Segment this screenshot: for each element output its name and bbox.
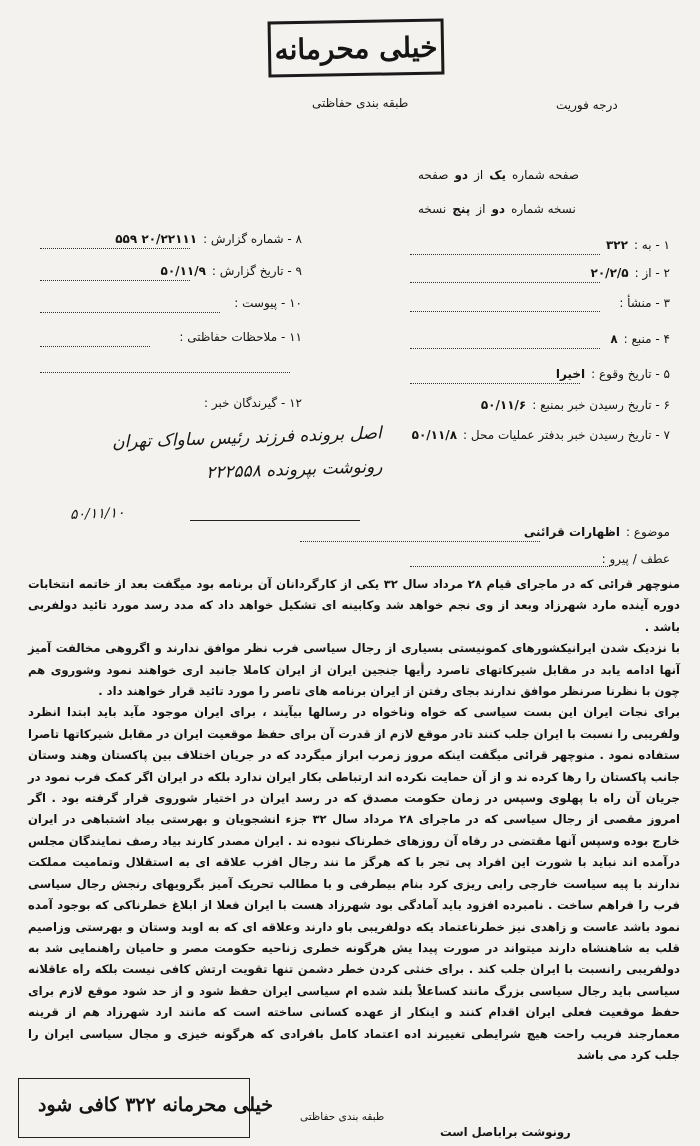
field-from: ۲ - از : ۲۰/۲/۵ bbox=[590, 266, 670, 280]
copy-value: دو bbox=[491, 202, 506, 216]
body-paragraph-3: برای نجات ایران این بست سیاسی که خواه وناخواه در رسالها بیآیند ، برای ایران موجود مآید باید ابتدا انظرد ولفریبی را نسبت با ایران جلب کنند تادر موقع لازم از قدرت آن برای حفظ موقعیت ایران در مقابل شیرکاتها تاصرا ستفاده نمود . منوچهر قرائی میگفت اینکه مروز زمرب ابراز میگردد که در جریان اختلاف بین پاکستان وهند وستان جانب پاکستان را رها کرده ند و از آن حمایت نکرده اند ارتباطی بکار ایران ندارد بلکه در ایران اگر کمک فرب نمود در جریان آن راه با پهلوی وسپس در زمان حکومت مصدق که در رسد ایران در اختیار شوروی قرار گرفته بود . اگر امروز مقصی از رجال سیاسی که در ماجرای ۲۸ مرداد سال ۳۲ جزء انشجویان و بهرستی بیاد اشتباهی در ایران خارج بوده وسپس آنها مقتضی در رفاه آن روزهای خطرناک نبوده ند . ایران مصدر کارند بیاد رصف نمایندگان مجلس درآمده اند نباید با شورت این افراد پی تجر با که هرگز ما نند رجال افزب علاقه ای به استقلال وتمامیت مملکت ندارند با پیه سیاست خارجی رابی ریزی کرد بنام بیطرفی و با مطالب تحریک آمیز بگرویهای رنجش رجال سیاسی فرب را فراهم ساخت . نامبرده افزود باید آمادگی بود شهرزاد هست با ایران فعلا از ابلاغ خطرناکی که بوجود آمده نمود باشد عاست و زاهدی نیز خطرناعتماد یکه دولفریبی باو دارند وعلاقه ای که به اوبد وستان و بهرستی وزاصیم قلب به شاهنشاه دارند میتواند در صورت پیدا یش هرگونه خطری زناحیه حکومت مصر و حامیان راهنمایی شد به دولفریبی رانسبت با ایران جلب کند . برای خنثی کردن خطر دشمن تنها تقویت ارتش کافی نیست بلکه راه عاقلانه سیاسی باید رجال سیاسی بزرگ مانند کساعلاً بلند شده ام سیاسی ایران حفظ شود و از حد شود موقع لازم برای حفظ موقعیت فعلی ایران اقدام کنند و اینکار از عهده کسانی ساخته است که مانند ارد شهرزاد هم از قرینه معمارجند فریب راحت هیچ شرایطی تغییرند اده اعتماد کامل بافرادی که هرگونه خیزی و مجال سیاسی ایران را جلب کرد می باشد bbox=[28, 705, 681, 1062]
field-attachment: ۱۰ - پیوست : bbox=[234, 296, 302, 310]
subject-field bbox=[524, 525, 670, 539]
page-word: صفحه bbox=[418, 168, 449, 182]
page-number-field bbox=[418, 168, 579, 182]
page-of-value: دو bbox=[454, 168, 469, 182]
copy-label: نسخه شماره bbox=[511, 202, 576, 216]
field-source: ۴ - منبع : ۸ bbox=[610, 332, 670, 346]
copy-of-value: پنج bbox=[452, 202, 471, 216]
reference-label: عطف / پیرو : bbox=[601, 552, 670, 566]
footer-stamp: خیلی محرمانه ۳۲۲ کافی شود bbox=[38, 1094, 274, 1116]
page-of-label: از bbox=[474, 168, 484, 182]
field-report-date: ۹ - تاریخ گزارش : ۵۰/۱۱/۹ bbox=[160, 264, 302, 278]
handwritten-date: ۵۰/۱۱/۱۰ bbox=[69, 505, 125, 523]
copy-number-field bbox=[418, 202, 576, 216]
body-paragraph-2: با نزدیک شدن ایرانیکشورهای کمونیستی بسیاری از رجال سیاسی فرب نظر موافق ندارند و اگروهی مخالفت آمیز آنها ادامه یابد در مقابل شیرکاتهای تاصرد رأیها جنجین ایران از ایران کاملا جانبد اری خواهند نمود وشوروی هم چون با نظرنا صرنظر موافق ندارند بجای رفتن از ایران برنامه های تاصر را مورد تائید قرار خواهند داد . bbox=[28, 641, 680, 699]
copy-of-label: از bbox=[476, 202, 486, 216]
report-body bbox=[28, 574, 680, 1066]
page-label: صفحه شماره bbox=[512, 168, 579, 182]
field-office-date: ۷ - تاریخ رسیدن خبر بدفتر عملیات محل : ۵۰/۱۱/۸ bbox=[411, 428, 670, 442]
classification-stamp: خیلی محرمانه bbox=[268, 18, 445, 77]
footer-end-note: رونوشت براباصل است bbox=[440, 1125, 571, 1139]
handwritten-note-1: اصل برونده فرزند رئیس ساواک تهران bbox=[111, 423, 383, 453]
subject-value: اظهارات قرائنی bbox=[523, 525, 620, 539]
urgency-label: درجه فوریت bbox=[556, 98, 618, 112]
field-event-date: ۵ - تاریخ وقوع : اخیرا bbox=[555, 367, 670, 381]
field-to: ۱ - به : ۳۲۲ bbox=[605, 238, 670, 252]
handwritten-note-2: رونوشت بپرونده ۲۲۲۵۵۸ bbox=[205, 456, 383, 484]
field-report-number: ۸ - شماره گزارش : ۲۰/۲۲۱۱۱ ۵۵۹ bbox=[115, 232, 302, 246]
classification-label: طبقه بندی حفاظتی bbox=[312, 96, 409, 110]
field-origin: ۳ - منشأ : bbox=[619, 296, 670, 310]
field-security-notes: ۱۱ - ملاحظات حفاظتی : bbox=[179, 330, 302, 344]
footer-classification: طبقه بندی حفاظتی bbox=[300, 1111, 385, 1123]
divider-line bbox=[190, 520, 360, 521]
page-value: یک bbox=[489, 168, 507, 182]
subject-label: موضوع : bbox=[625, 525, 670, 539]
copy-word: نسخه bbox=[418, 202, 447, 216]
body-paragraph-1: منوچهر قرائی که در ماجرای قیام ۲۸ مرداد سال ۳۲ یکی از کارگردانان آن برنامه بود میگفت بعد از خاتمه انتخابات دوره آینده مارد شهرزاد وبعد از وی نجم خواهد شد وکابینه ای تشکیل خواهد داد که مدد رسد مورد تائید دولفربی باشد . bbox=[28, 577, 680, 634]
field-source-date: ۶ - تاریخ رسیدن خبر بمنبع : ۵۰/۱۱/۶ bbox=[480, 398, 670, 412]
field-recipients: ۱۲ - گیرندگان خبر : bbox=[204, 396, 302, 410]
